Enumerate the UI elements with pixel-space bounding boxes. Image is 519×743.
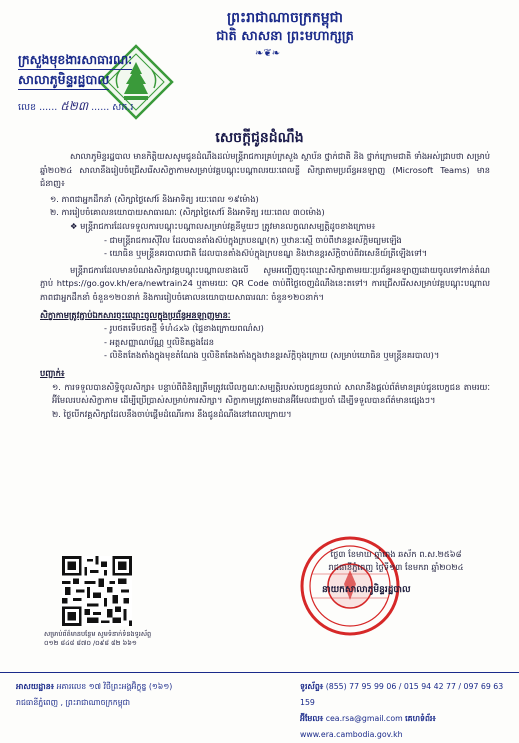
- registration-paragraph: មន្ត្រីរាជការដែលមានបំណងសិក្សាវគ្គបណ្តុះបណ្តាលខាងលើ សូមអញ្ជើញចុះឈ្មោះសិក្សាតាមរយៈប្រព័ន្ធអនឡាញដោយចូលទៅកាន់តំណភ្ជាប់ https://go.gov.kh/era/newtrain24 ឬតាមរយៈ QR Code ចាប់ពីថ្ងៃចេញដំណឹងនេះតទៅ។ ការជ្រើសរើសសម្រាប់វគ្គបណ្តុះបណ្តាល ភាពជាអ្នកដឹកនាំ ចំនួន១២០នាក់ និងការរៀបចំគោលនយោបាយសាធារណៈ ចំនួន១២០នាក់។: [40, 264, 490, 302]
- document-item: - លិខិតតែងតាំងក្នុងមុខតំណែង ឬលិខិតតែងតាំងក្នុងឋានន្តរស័ក្តិចុងក្រោយ (សម្រាប់យោធិន ឬមន្ត្រីនគរបាល)។: [104, 350, 440, 361]
- header-ornament: ❧❦❧: [255, 48, 281, 59]
- address-label: អាសយដ្ឋាន៖: [16, 682, 55, 691]
- date-block: [296, 548, 496, 574]
- eligibility-label: មន្ត្រីរាជការដែលទទួលការបណ្តុះបណ្តាលសម្រាប់វគ្គនីមួយៗ ត្រូវមានលក្ខណសម្បត្តិដូចខាងក្រោម៖: [80, 220, 376, 231]
- page-title: សេចក្តីជូនដំណឹង: [215, 130, 304, 146]
- kingdom-header: ព្រះរាជាណាចក្រកម្ពុជា: [226, 10, 343, 26]
- qr-code-icon[interactable]: [62, 556, 132, 626]
- page-footer: [0, 672, 519, 739]
- phone-text: (855) 77 95 99 06 / 015 94 42 77 / 097 69 63 159: [300, 682, 504, 707]
- eligibility-text: ❖ មន្ត្រីរាជការដែលទទួលការបណ្តុះបណ្តាលសម្រាប់វគ្គនីមួយៗ ត្រូវមានលក្ខណសម្បត្តិដូចខាងក្រោម៖: [70, 220, 376, 231]
- school-name: សាលាភូមិន្ទរដ្ឋបាល: [18, 70, 109, 90]
- course-item: ២. ការរៀបចំគោលនយោបាយសាធារណៈ (សិក្សាថ្ងៃសៅរ៍ និងអាទិត្យ រយៈពេល ៣០ម៉ោង): [50, 207, 325, 218]
- lunar-date: ថ្ងៃ៣ ខែមាឃ ឆ្នាំរោង ឆស័ក ព.ស.២៥៦៨: [330, 549, 462, 559]
- documents-heading: សិក្ខាកាមត្រូវភ្ជាប់ឯកសារចុះឈ្មោះចូលក្នុងប្រព័ន្ធអនឡាញមានៈ: [40, 309, 231, 320]
- gregorian-date: រាជធានីភ្នំពេញ ថ្ងៃទី១៣ ខែមករា ឆ្នាំ២០២៤: [328, 562, 464, 572]
- website-link[interactable]: www.era.cambodia.gov.kh: [300, 730, 403, 739]
- course-item: ១. ភាពជាអ្នកដឹកនាំ (សិក្សាថ្ងៃសៅរ៍ និងអាទិត្យ រយៈពេល ១៩ម៉ោង): [50, 193, 259, 204]
- document-item: - អត្តសញ្ញាណប័ណ្ណ ឬលិខិតឆ្លងដែន: [104, 336, 215, 347]
- ref-label: លេខ: [18, 102, 37, 113]
- document-item-text: រូបថតទើបថតថ្មី ទំហំ៤x៦ (ផ្ទៃខាងក្រោយពណ៌ស): [109, 323, 264, 334]
- eligibility-item: - យោធិន ឬមន្ត្រីនគរបាលជាតិ ដែលបានតាំងស៊ប់ក្នុងក្របខណ្ឌ និងឋានន្តរស័ក្តិចាប់ពីវរសេនីយ៍ត្រីឡើងទៅ។: [104, 248, 428, 259]
- motto-header: ជាតិ សាសនា ព្រះមហាក្សត្រ: [216, 29, 354, 44]
- note-item: ២. ថ្ងៃបើកវគ្គសិក្សាដែលនឹងចាប់ផ្តើមដំណើរការ នឹងជូនដំណឹងនៅពេលក្រោយ។: [52, 408, 292, 419]
- notice-body: [40, 150, 490, 421]
- web-label: គេហទំព័រ៖: [405, 714, 436, 723]
- reference-line: លេខ ...... ៥២៣ ...... សភ.រ: [18, 99, 134, 113]
- eligibility-item: - ជាមន្ត្រីរាជការស៊ីវិល ដែលបានតាំងស៊ប់ក្នុងក្របខណ្ឌ(ក) ឬឋានៈស្មើ ចាប់ពីឋានន្តរស័ក្តិមធ្យមឡើង: [104, 234, 402, 245]
- intro-paragraph: សាលាភូមិន្ទរដ្ឋបាល មានកិត្តិយសសូមជូនដំណឹងដល់មន្ត្រីរាជការគ្រប់ក្រសួង ស្ថាប័ន ថ្នាក់ជាតិ និង ថ្នាក់ក្រោមជាតិ ទាំងអស់ជ្រាបថា សម្រាប់ឆ្នាំ២០២៤ សាលានឹងរៀបចំជ្រើសរើសសិក្ខាកាមសម្រាប់វគ្គបណ្តុះបណ្តាលរយៈពេលខ្លី សិក្សាតាមប្រព័ន្ធអនឡាញ (Microsoft Teams) មានជំនាញ៖: [40, 151, 490, 189]
- address-text: អគារលេខ ១៧ វិថីព្រះអង្គអ៊ិក្ខុឌ្ឌ (១៦១): [56, 682, 173, 691]
- eligibility-item-text: ជាមន្ត្រីរាជការស៊ីវិល ដែលបានតាំងស៊ប់ក្នុងក្របខណ្ឌ(ក) ឬឋានៈស្មើ ចាប់ពីឋានន្តរស័ក្តិមធ្យមឡើង: [109, 234, 402, 245]
- eligibility-item-text: យោធិន ឬមន្ត្រីនគរបាលជាតិ ដែលបានតាំងស៊ប់ក្នុងក្របខណ្ឌ និងឋានន្តរស័ក្តិចាប់ពីវរសេនីយ៍ត្រីឡើងទៅ។: [109, 248, 428, 259]
- ref-suffix: សភ.រ: [112, 102, 134, 113]
- email-link[interactable]: cea.rsa@gmail.com: [325, 714, 403, 723]
- ministry-name: ក្រសួងមុខងារសាធារណៈ: [18, 50, 132, 70]
- document-item-text: លិខិតតែងតាំងក្នុងមុខតំណែង ឬលិខិតតែងតាំងក្នុងឋានន្តរស័ក្តិចុងក្រោយ (សម្រាប់យោធិន ឬមន្ត្រីនគរបាល)។: [109, 350, 440, 361]
- ministry-block: [18, 50, 178, 90]
- phone-label: ទូរស័ព្ទ៖: [300, 682, 324, 691]
- footer-address: [16, 679, 231, 711]
- qr-caption-line: សម្រាប់ព័ត៌មានបន្ថែម សូមទំនាក់ទំនងទូរស័ព្ទ: [44, 630, 152, 638]
- document-item-text: អត្តសញ្ញាណប័ណ្ណ ឬលិខិតឆ្លងដែន: [109, 336, 215, 347]
- signatory-title: នាយកសាលាភូមិន្ទរដ្ឋបាល: [322, 585, 411, 595]
- footer-contacts: [300, 679, 515, 743]
- qr-caption: [44, 630, 174, 648]
- qr-caption-phones: ០១២ ៨៤៨ ៨៧០ /០៩៨ ៨២ ៦៦១: [44, 639, 137, 647]
- note-item: ១. ការទទួលបានសិទ្ធិចូលសិក្សា៖ បន្ទាប់ពីពិនិត្យត្រឹមត្រូវលើលក្ខណៈសម្បត្តិរបស់បេក្ខជនរួចរាល់ សាលានឹងផ្តល់ព័ត៌មានគ្រប់ជូនបេក្ខជន តាមរយៈអ៊ីមែលរបស់សិក្ខាកាម ដើម្បីប្រើប្រាស់សម្រាប់ការសិក្សា។ សិក្ខាកាមត្រូវតាមដានអ៊ីមែលជាប្រចាំ ដើម្បីទទួលបានព័ត៌មានផ្សេងៗ។: [52, 381, 490, 406]
- ref-number: ៥២៣: [60, 99, 89, 113]
- notes-heading: បញ្ជាក់៖: [40, 367, 65, 378]
- document-item: - រូបថតទើបថតថ្មី ទំហំ៤x៦ (ផ្ទៃខាងក្រោយពណ៌ស): [104, 323, 264, 334]
- address-line2: រាជធានីភ្នំពេញ , ព្រះរាជាណាចក្រកម្ពុជា: [16, 698, 131, 707]
- email-label: អ៊ីមែល៖: [300, 714, 324, 723]
